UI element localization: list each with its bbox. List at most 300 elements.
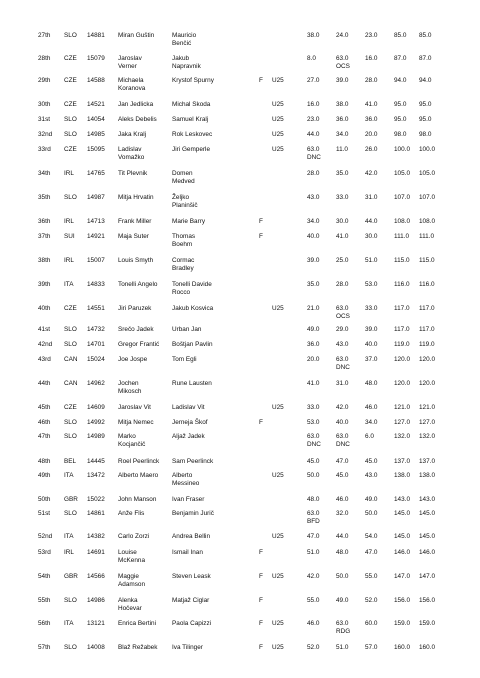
crew-name-cell (172, 116, 208, 124)
helm-name-cell (118, 597, 142, 613)
nation-cell: SLO (64, 194, 77, 201)
total-points-cell: 116.0 (394, 281, 410, 288)
rank-cell: 50th (38, 496, 51, 503)
crew-name-cell-line: Tonelli Davide (172, 281, 212, 288)
race-2-cell-line: 28.0 (336, 281, 349, 288)
race-1-cell-line: 53.0 (307, 419, 320, 426)
net-points-cell: 115.0 (419, 257, 435, 264)
nation-cell: IRL (64, 257, 74, 264)
race-3-cell-line: 46.0 (365, 404, 378, 411)
race-2-cell-line: 63.0 (336, 305, 349, 312)
helm-name-cell (118, 380, 141, 396)
race-2-cell-line: 32.0 (336, 510, 349, 517)
total-points-cell: 137.0 (394, 458, 410, 465)
total-points-cell: 146.0 (394, 549, 410, 556)
crew-name-cell (172, 281, 212, 297)
helm-name-cell (118, 32, 154, 40)
race-2-cell-line: 42.0 (336, 404, 349, 411)
crew-name-cell-line: Boehm (172, 241, 193, 248)
race-3-cell-line: 26.0 (365, 146, 378, 153)
rank-cell: 36th (38, 218, 51, 225)
helm-name-cell (118, 496, 156, 504)
race-2-cell (336, 32, 348, 40)
race-2-cell (336, 419, 348, 427)
net-points-cell: 98.0 (419, 131, 432, 138)
race-1-cell-line: 33.0 (307, 404, 320, 411)
helm-name-cell (118, 55, 142, 71)
helm-name-cell (118, 549, 145, 565)
rank-cell: 27th (38, 32, 51, 39)
rank-cell: 55th (38, 597, 51, 604)
race-3-cell (365, 218, 377, 226)
race-3-cell-line: 40.0 (365, 341, 378, 348)
sail-number-cell: 15022 (87, 496, 105, 503)
race-2-cell-line: 35.0 (336, 170, 349, 177)
net-points-cell: 108.0 (419, 218, 435, 225)
race-3-cell-line: 55.0 (365, 573, 378, 580)
total-points-cell: 115.0 (394, 257, 410, 264)
net-points-cell: 121.0 (419, 404, 435, 411)
crew-name-cell (172, 101, 210, 109)
race-2-cell-line: 34.0 (336, 131, 349, 138)
helm-name-cell-line: Jaka Kralj (118, 131, 147, 138)
race-1-cell (307, 419, 319, 427)
rank-cell: 54th (38, 573, 51, 580)
race-1-cell-line: 42.0 (307, 573, 320, 580)
age-category-cell: U25 (272, 573, 284, 580)
race-2-cell-line: 63.0 (336, 356, 349, 363)
sail-number-cell: 14521 (87, 101, 105, 108)
sail-number-cell: 14691 (87, 549, 105, 556)
race-1-cell (307, 257, 319, 265)
net-points-cell: 120.0 (419, 380, 435, 387)
race-2-cell (336, 77, 348, 85)
crew-name-cell-line: Ivan Fraser (172, 496, 205, 503)
helm-name-cell (118, 458, 159, 466)
crew-name-cell-line: Steven Leask (172, 573, 211, 580)
sail-number-cell: 14881 (87, 32, 105, 39)
helm-name-cell-line: John Manson (118, 496, 157, 503)
nation-cell: SLO (64, 341, 77, 348)
race-2-cell (336, 433, 350, 449)
total-points-cell: 138.0 (394, 472, 410, 479)
race-3-cell-line: 31.0 (365, 194, 378, 201)
race-1-cell (307, 597, 319, 605)
nation-cell: SLO (64, 326, 77, 333)
sail-number-cell: 14989 (87, 433, 105, 440)
helm-name-cell-line: Frank Miller (118, 218, 152, 225)
helm-name-cell (118, 194, 154, 202)
helm-name-cell-line: Mitja Hrvatin (118, 194, 154, 201)
helm-name-cell-line: Kocjančič (118, 441, 146, 448)
race-3-cell-line: 6.0 (365, 433, 374, 440)
crew-name-cell (172, 77, 214, 85)
race-2-cell (336, 101, 348, 109)
race-1-cell (307, 380, 319, 388)
race-3-cell-line: 57.0 (365, 644, 378, 651)
sail-number-cell: 13472 (87, 472, 105, 479)
sail-number-cell: 14609 (87, 404, 105, 411)
race-1-cell (307, 620, 319, 628)
race-3-cell-line: 42.0 (365, 170, 378, 177)
crew-name-cell (172, 146, 210, 154)
race-1-cell (307, 233, 319, 241)
total-points-cell: 95.0 (394, 101, 407, 108)
nation-cell: SLO (64, 644, 77, 651)
crew-name-cell (172, 341, 213, 349)
race-1-cell (307, 218, 319, 226)
rank-cell: 30th (38, 101, 51, 108)
crew-name-cell (172, 305, 213, 313)
helm-name-cell-line: Alenka (118, 597, 138, 604)
sail-number-cell: 14701 (87, 341, 105, 348)
age-category-cell: U25 (272, 146, 284, 153)
sail-number-cell: 14713 (87, 218, 105, 225)
race-1-cell (307, 77, 319, 85)
helm-name-cell (118, 233, 149, 241)
race-3-cell (365, 620, 377, 628)
sail-number-cell: 14008 (87, 644, 105, 651)
age-category-cell: U25 (272, 101, 284, 108)
race-1-cell-line: 51.0 (307, 549, 320, 556)
race-2-cell (336, 341, 348, 349)
crew-name-cell-line: Ladislav Vit (172, 404, 205, 411)
helm-name-cell (118, 433, 145, 449)
sail-number-cell: 14987 (87, 194, 105, 201)
race-3-cell (365, 101, 377, 109)
race-3-cell-line: 36.0 (365, 116, 378, 123)
crew-name-cell (172, 533, 210, 541)
race-2-cell (336, 146, 348, 154)
race-2-cell (336, 356, 350, 372)
race-2-cell-line: 63.0 (336, 55, 349, 62)
race-1-cell (307, 510, 320, 526)
crew-name-cell (172, 55, 201, 71)
race-3-cell-line: 37.0 (365, 356, 378, 363)
rank-cell: 53rd (38, 549, 51, 556)
helm-name-cell (118, 341, 159, 349)
race-2-cell (336, 170, 348, 178)
crew-name-cell-line: Tom Egli (172, 356, 197, 363)
total-points-cell: 111.0 (394, 233, 410, 240)
race-1-cell (307, 644, 319, 652)
crew-name-cell-line: Matjaž Ciglar (172, 597, 210, 604)
nation-cell: ITA (64, 620, 74, 627)
race-1-cell (307, 533, 319, 541)
race-2-cell-line: 48.0 (336, 549, 349, 556)
helm-name-cell-line: Anže Flis (118, 510, 145, 517)
nation-cell: SLO (64, 433, 77, 440)
race-1-cell-line: 43.0 (307, 194, 320, 201)
race-2-cell (336, 533, 348, 541)
race-3-cell-line: 50.0 (365, 510, 378, 517)
race-1-cell-line: 21.0 (307, 305, 320, 312)
race-2-cell-line: DNC (336, 364, 350, 371)
sex-category-cell: F (259, 419, 263, 426)
net-points-cell: 117.0 (419, 326, 435, 333)
race-2-cell-line: OCS (336, 313, 350, 320)
rank-cell: 37th (38, 233, 51, 240)
total-points-cell: 87.0 (394, 55, 407, 62)
race-3-cell (365, 305, 377, 313)
race-1-cell-line: 39.0 (307, 257, 320, 264)
total-points-cell: 127.0 (394, 419, 410, 426)
race-3-cell (365, 32, 377, 40)
race-2-cell (336, 458, 348, 466)
net-points-cell: 137.0 (419, 458, 435, 465)
race-1-cell-line: 63.0 (307, 510, 320, 517)
crew-name-cell-line: Paola Capizzi (172, 620, 212, 627)
nation-cell: CZE (64, 146, 77, 153)
crew-name-cell (172, 380, 212, 388)
race-1-cell-line: 45.0 (307, 458, 320, 465)
race-1-cell-line: 27.0 (307, 77, 320, 84)
net-points-cell: 145.0 (419, 533, 435, 540)
race-2-cell (336, 305, 350, 321)
race-2-cell-line: 24.0 (336, 32, 349, 39)
crew-name-cell (172, 644, 203, 652)
helm-name-cell (118, 131, 146, 139)
rank-cell: 51st (38, 510, 51, 517)
helm-name-cell-line: Roel Peerlinck (118, 458, 160, 465)
nation-cell: SLO (64, 32, 77, 39)
race-2-cell-line: 25.0 (336, 257, 349, 264)
helm-name-cell-line: Jaroslav Vit (118, 404, 151, 411)
nation-cell: CZE (64, 101, 77, 108)
age-category-cell: U25 (272, 116, 284, 123)
race-2-cell-line: 41.0 (336, 233, 349, 240)
nation-cell: GBR (64, 573, 78, 580)
race-2-cell-line: 47.0 (336, 458, 349, 465)
total-points-cell: 100.0 (394, 146, 410, 153)
crew-name-cell (172, 218, 205, 226)
race-3-cell (365, 131, 377, 139)
race-2-cell (336, 326, 348, 334)
race-1-cell (307, 404, 319, 412)
crew-name-cell-line: Messineo (172, 480, 200, 487)
race-3-cell (365, 510, 377, 518)
net-points-cell: 120.0 (419, 356, 435, 363)
race-1-cell-line: 46.0 (307, 620, 320, 627)
crew-name-cell-line: Jakub (172, 55, 190, 62)
crew-name-cell-line: Cormac (172, 257, 195, 264)
race-1-cell (307, 55, 316, 63)
race-2-cell (336, 510, 348, 518)
sail-number-cell: 15007 (87, 257, 105, 264)
race-2-cell-line: 11.0 (336, 146, 348, 153)
race-1-cell (307, 433, 321, 449)
nation-cell: CZE (64, 77, 77, 84)
race-2-cell-line: 29.0 (336, 326, 349, 333)
race-3-cell-line: 41.0 (365, 101, 378, 108)
crew-name-cell-line: Bradley (172, 265, 194, 272)
net-points-cell: 143.0 (419, 496, 435, 503)
race-1-cell-line: 49.0 (307, 326, 320, 333)
net-points-cell: 85.0 (419, 32, 432, 39)
crew-name-cell-line: Michal Skoda (172, 101, 211, 108)
nation-cell: BEL (64, 458, 77, 465)
crew-name-cell (172, 597, 209, 605)
sex-category-cell: F (259, 644, 263, 651)
total-points-cell: 160.0 (394, 644, 410, 651)
helm-name-cell (118, 305, 151, 313)
crew-name-cell-line: Benčić (172, 40, 192, 47)
helm-name-cell-line: Louis Smyth (118, 257, 154, 264)
crew-name-cell-line: Boštjan Pavlin (172, 341, 213, 348)
race-3-cell (365, 257, 377, 265)
crew-name-cell-line: Thomas (172, 233, 196, 240)
helm-name-cell-line: Verner (118, 63, 137, 70)
race-2-cell-line: 44.0 (336, 533, 349, 540)
crew-name-cell (172, 404, 205, 412)
race-2-cell-line: 36.0 (336, 116, 349, 123)
rank-cell: 35th (38, 194, 51, 201)
sail-number-cell: 15095 (87, 146, 105, 153)
nation-cell: CZE (64, 305, 77, 312)
crew-name-cell-line: Marie Barry (172, 218, 206, 225)
race-3-cell-line: 48.0 (365, 380, 378, 387)
sex-category-cell: F (259, 597, 263, 604)
crew-name-cell (172, 356, 197, 364)
race-3-cell-line: 30.0 (365, 233, 378, 240)
crew-name-cell (172, 433, 205, 441)
total-points-cell: 132.0 (394, 433, 410, 440)
crew-name-cell-line: Ismail Inan (172, 549, 203, 556)
nation-cell: CZE (64, 55, 77, 62)
race-3-cell-line: 34.0 (365, 419, 378, 426)
race-1-cell-line: 34.0 (307, 218, 320, 225)
nation-cell: ITA (64, 281, 74, 288)
race-2-cell (336, 233, 348, 241)
crew-name-cell-line: Sam Peerlinck (172, 458, 214, 465)
race-1-cell (307, 131, 319, 139)
race-2-cell-line: 45.0 (336, 472, 349, 479)
race-2-cell (336, 573, 348, 581)
net-points-cell: 107.0 (419, 194, 435, 201)
net-points-cell: 146.0 (419, 549, 435, 556)
helm-name-cell (118, 257, 153, 265)
net-points-cell: 159.0 (419, 620, 435, 627)
sail-number-cell: 15024 (87, 356, 105, 363)
helm-name-cell (118, 101, 153, 109)
race-1-cell (307, 549, 319, 557)
crew-name-cell-line: Alberto (172, 472, 193, 479)
race-1-cell-line: 63.0 (307, 433, 320, 440)
race-1-cell (307, 146, 321, 162)
total-points-cell: 147.0 (394, 573, 410, 580)
sail-number-cell: 14833 (87, 281, 105, 288)
crew-name-cell-line: Mauricio (172, 32, 197, 39)
race-3-cell-line: 51.0 (365, 257, 378, 264)
crew-name-cell (172, 131, 212, 139)
race-3-cell (365, 419, 377, 427)
nation-cell: ITA (64, 533, 74, 540)
rank-cell: 28th (38, 55, 51, 62)
helm-name-cell (118, 573, 145, 589)
helm-name-cell-line: Mitja Nemec (118, 419, 154, 426)
total-points-cell: 143.0 (394, 496, 410, 503)
helm-name-cell-line: Blaž Režabek (118, 644, 158, 651)
total-points-cell: 94.0 (394, 77, 407, 84)
rank-cell: 42nd (38, 341, 53, 348)
rank-cell: 41st (38, 326, 51, 333)
crew-name-cell-line: Domen (172, 170, 193, 177)
rank-cell: 45th (38, 404, 51, 411)
race-2-cell (336, 218, 348, 226)
crew-name-cell-line: Medved (172, 178, 195, 185)
race-3-cell (365, 55, 377, 63)
race-2-cell-line: 40.0 (336, 419, 349, 426)
rank-cell: 48th (38, 458, 51, 465)
race-1-cell (307, 281, 319, 289)
race-3-cell (365, 146, 377, 154)
crew-name-cell-line: Željko (172, 194, 190, 201)
sail-number-cell: 14382 (87, 533, 105, 540)
net-points-cell: 116.0 (419, 281, 435, 288)
sail-number-cell: 14551 (87, 305, 105, 312)
helm-name-cell-line: Vomažko (118, 154, 145, 161)
rank-cell: 31st (38, 116, 51, 123)
sail-number-cell: 14566 (87, 573, 105, 580)
rank-cell: 52nd (38, 533, 53, 540)
crew-name-cell-line: Krystof Spurny (172, 77, 214, 84)
helm-name-cell-line: Mikosch (118, 388, 142, 395)
total-points-cell: 145.0 (394, 510, 410, 517)
nation-cell: SLO (64, 419, 77, 426)
net-points-cell: 119.0 (419, 341, 435, 348)
race-1-cell-line: 28.0 (307, 170, 320, 177)
nation-cell: IRL (64, 549, 74, 556)
net-points-cell: 117.0 (419, 305, 435, 312)
nation-cell: IRL (64, 218, 74, 225)
helm-name-cell-line: Srečo Jadek (118, 326, 154, 333)
sail-number-cell: 14962 (87, 380, 105, 387)
helm-name-cell (118, 472, 158, 480)
age-category-cell: U25 (272, 620, 284, 627)
race-1-cell-line: 52.0 (307, 644, 320, 651)
helm-name-cell (118, 116, 157, 124)
race-3-cell-line: 28.0 (365, 77, 378, 84)
race-2-cell (336, 620, 350, 636)
rank-cell: 47th (38, 433, 51, 440)
nation-cell: SLO (64, 131, 77, 138)
helm-name-cell (118, 326, 154, 334)
total-points-cell: 121.0 (394, 404, 410, 411)
net-points-cell: 95.0 (419, 116, 432, 123)
race-3-cell (365, 380, 377, 388)
race-3-cell (365, 458, 377, 466)
sex-category-cell: F (259, 77, 263, 84)
race-2-cell-line: 30.0 (336, 218, 349, 225)
age-category-cell: U25 (272, 533, 284, 540)
race-2-cell-line: 63.0 (336, 433, 349, 440)
total-points-cell: 108.0 (394, 218, 410, 225)
race-3-cell (365, 549, 377, 557)
race-2-cell (336, 404, 348, 412)
race-2-cell (336, 131, 348, 139)
crew-name-cell-line: Planinšič (172, 202, 198, 209)
sex-category-cell: F (259, 620, 263, 627)
helm-name-cell-line: Carlo Zorzi (118, 533, 150, 540)
helm-name-cell-line: Miran Guštin (118, 32, 155, 39)
sail-number-cell: 14861 (87, 510, 105, 517)
race-3-cell (365, 341, 377, 349)
race-3-cell (365, 194, 377, 202)
helm-name-cell-line: Michaela (118, 77, 144, 84)
race-1-cell-line: 40.0 (307, 233, 320, 240)
race-1-cell (307, 305, 319, 313)
race-2-cell-line: 33.0 (336, 194, 349, 201)
